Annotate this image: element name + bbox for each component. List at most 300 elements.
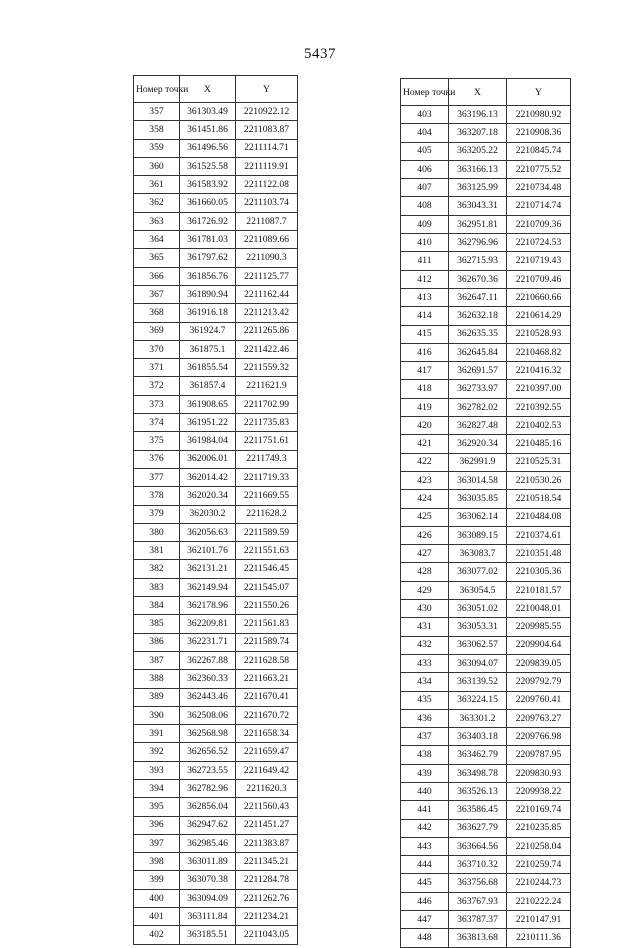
cell-y: 2211628.2: [236, 505, 298, 523]
table-row: [134, 157, 298, 175]
cell-y: 2210484.08: [507, 508, 571, 526]
header-x: X: [180, 76, 236, 103]
cell-y: 2211551.63: [236, 542, 298, 560]
cell-point-number: 375: [134, 432, 180, 450]
cell-x: 363196.13: [449, 106, 507, 124]
table-row: [134, 688, 298, 706]
cell-x: 362360.33: [180, 670, 236, 688]
cell-x: 361984.04: [180, 432, 236, 450]
cell-y: 2210980.92: [507, 106, 571, 124]
table-row: [401, 728, 571, 746]
table-row: [134, 834, 298, 852]
cell-x: 361856.76: [180, 267, 236, 285]
cell-y: 2211083.87: [236, 121, 298, 139]
cell-y: 2211265.86: [236, 322, 298, 340]
cell-y: 2210845.74: [507, 142, 571, 160]
cell-point-number: 425: [401, 508, 449, 526]
cell-x: 361908.65: [180, 395, 236, 413]
cell-point-number: 364: [134, 231, 180, 249]
cell-x: 362715.93: [449, 252, 507, 270]
cell-y: 2210660.66: [507, 288, 571, 306]
cell-y: 2211670.72: [236, 706, 298, 724]
cell-point-number: 414: [401, 307, 449, 325]
table-row: [401, 801, 571, 819]
header-y: Y: [236, 76, 298, 103]
cell-y: 2211749.3: [236, 450, 298, 468]
cell-point-number: 426: [401, 526, 449, 544]
cell-point-number: 406: [401, 160, 449, 178]
cell-x: 362991.9: [449, 453, 507, 471]
table-row: [401, 490, 571, 508]
cell-point-number: 434: [401, 673, 449, 691]
cell-point-number: 448: [401, 929, 449, 947]
cell-x: 363053.31: [449, 618, 507, 636]
cell-x: 361797.62: [180, 249, 236, 267]
cell-point-number: 392: [134, 743, 180, 761]
table-row: [134, 853, 298, 871]
cell-x: 361660.05: [180, 194, 236, 212]
cell-x: 362209.81: [180, 615, 236, 633]
table-row: [134, 779, 298, 797]
table-row: [401, 124, 571, 142]
cell-y: 2211422.46: [236, 340, 298, 358]
cell-point-number: 424: [401, 490, 449, 508]
cell-y: 2211658.34: [236, 725, 298, 743]
cell-point-number: 415: [401, 325, 449, 343]
cell-x: 363062.14: [449, 508, 507, 526]
cell-x: 361857.4: [180, 377, 236, 395]
cell-point-number: 380: [134, 523, 180, 541]
table-row: [134, 468, 298, 486]
coordinates-table-left: [133, 75, 298, 945]
cell-point-number: 369: [134, 322, 180, 340]
cell-point-number: 435: [401, 691, 449, 709]
cell-y: 2211649.42: [236, 761, 298, 779]
table-body: [401, 106, 571, 948]
cell-x: 362782.02: [449, 398, 507, 416]
cell-x: 362231.71: [180, 633, 236, 651]
cell-x: 363586.45: [449, 801, 507, 819]
cell-x: 363710.32: [449, 856, 507, 874]
cell-point-number: 423: [401, 471, 449, 489]
table-row: [134, 889, 298, 907]
cell-point-number: 361: [134, 176, 180, 194]
cell-y: 2210416.32: [507, 362, 571, 380]
cell-x: 363043.31: [449, 197, 507, 215]
cell-point-number: 373: [134, 395, 180, 413]
cell-y: 2210305.36: [507, 563, 571, 581]
table-row: [401, 362, 571, 380]
cell-x: 363083.7: [449, 545, 507, 563]
cell-x: 363094.07: [449, 654, 507, 672]
table-row: [401, 343, 571, 361]
cell-x: 363014.58: [449, 471, 507, 489]
cell-y: 2209830.93: [507, 764, 571, 782]
cell-y: 2210485.16: [507, 435, 571, 453]
header-x: X: [449, 79, 507, 106]
cell-y: 2210147.91: [507, 911, 571, 929]
cell-x: 362178.96: [180, 597, 236, 615]
cell-y: 2210181.57: [507, 581, 571, 599]
cell-point-number: 358: [134, 121, 180, 139]
cell-x: 362006.01: [180, 450, 236, 468]
cell-x: 362920.34: [449, 435, 507, 453]
cell-y: 2211546.45: [236, 560, 298, 578]
table-row: [401, 453, 571, 471]
table-row: [401, 380, 571, 398]
table-row: [401, 837, 571, 855]
table-row: [134, 670, 298, 688]
cell-x: 362796.96: [449, 234, 507, 252]
table-row: [134, 450, 298, 468]
cell-x: 361451.86: [180, 121, 236, 139]
table-row: [401, 691, 571, 709]
cell-point-number: 422: [401, 453, 449, 471]
cell-y: 2211735.83: [236, 414, 298, 432]
cell-y: 2209985.55: [507, 618, 571, 636]
cell-point-number: 409: [401, 215, 449, 233]
cell-point-number: 446: [401, 892, 449, 910]
table-row: [401, 856, 571, 874]
table-row: [401, 709, 571, 727]
cell-point-number: 365: [134, 249, 180, 267]
cell-y: 2211628.58: [236, 651, 298, 669]
table-row: [134, 816, 298, 834]
table-row: [401, 911, 571, 929]
cell-point-number: 362: [134, 194, 180, 212]
cell-y: 2211589.74: [236, 633, 298, 651]
cell-x: 363070.38: [180, 871, 236, 889]
cell-y: 2211560.43: [236, 798, 298, 816]
cell-x: 361525.58: [180, 157, 236, 175]
table-row: [401, 179, 571, 197]
cell-y: 2210397.00: [507, 380, 571, 398]
table-row: [401, 526, 571, 544]
cell-point-number: 427: [401, 545, 449, 563]
table-row: [401, 325, 571, 343]
cell-x: 362014.42: [180, 468, 236, 486]
table-row: [134, 615, 298, 633]
table-row: [134, 212, 298, 230]
cell-point-number: 374: [134, 414, 180, 432]
cell-x: 362947.62: [180, 816, 236, 834]
table-row: [401, 307, 571, 325]
cell-x: 362645.84: [449, 343, 507, 361]
cell-y: 2209760.41: [507, 691, 571, 709]
cell-x: 363125.99: [449, 179, 507, 197]
cell-x: 362131.21: [180, 560, 236, 578]
cell-y: 2209792.79: [507, 673, 571, 691]
cell-point-number: 438: [401, 746, 449, 764]
cell-y: 2211234.21: [236, 908, 298, 926]
cell-point-number: 399: [134, 871, 180, 889]
cell-point-number: 431: [401, 618, 449, 636]
cell-point-number: 403: [401, 106, 449, 124]
table-row: [401, 417, 571, 435]
cell-y: 2211620.3: [236, 779, 298, 797]
cell-x: 363756.68: [449, 874, 507, 892]
cell-y: 2210111.36: [507, 929, 571, 947]
table-row: [134, 322, 298, 340]
cell-point-number: 396: [134, 816, 180, 834]
cell-y: 2211119.91: [236, 157, 298, 175]
cell-x: 363498.78: [449, 764, 507, 782]
cell-x: 361855.54: [180, 359, 236, 377]
table-row: [401, 252, 571, 270]
cell-x: 363094.09: [180, 889, 236, 907]
cell-point-number: 377: [134, 468, 180, 486]
cell-point-number: 419: [401, 398, 449, 416]
cell-y: 2210392.55: [507, 398, 571, 416]
cell-point-number: 430: [401, 600, 449, 618]
cell-x: 363062.57: [449, 636, 507, 654]
cell-x: 362508.06: [180, 706, 236, 724]
cell-point-number: 382: [134, 560, 180, 578]
cell-point-number: 413: [401, 288, 449, 306]
cell-x: 361916.18: [180, 304, 236, 322]
cell-x: 363787.37: [449, 911, 507, 929]
cell-point-number: 357: [134, 103, 180, 121]
cell-y: 2210714.74: [507, 197, 571, 215]
cell-x: 362101.76: [180, 542, 236, 560]
cell-y: 2210719.43: [507, 252, 571, 270]
cell-x: 362030.2: [180, 505, 236, 523]
cell-x: 361726.92: [180, 212, 236, 230]
cell-x: 362632.18: [449, 307, 507, 325]
table-row: [134, 871, 298, 889]
cell-point-number: 428: [401, 563, 449, 581]
cell-x: 363767.93: [449, 892, 507, 910]
cell-x: 363462.79: [449, 746, 507, 764]
cell-y: 2209904.64: [507, 636, 571, 654]
table-row: [134, 542, 298, 560]
cell-point-number: 445: [401, 874, 449, 892]
table-row: [134, 231, 298, 249]
cell-y: 2210908.36: [507, 124, 571, 142]
cell-y: 2211125.77: [236, 267, 298, 285]
cell-y: 2210724.53: [507, 234, 571, 252]
table-row: [134, 359, 298, 377]
cell-y: 2211114.71: [236, 139, 298, 157]
cell-x: 361781.03: [180, 231, 236, 249]
table-row: [134, 743, 298, 761]
table-row: [401, 929, 571, 947]
cell-x: 362985.46: [180, 834, 236, 852]
cell-x: 361303.49: [180, 103, 236, 121]
cell-point-number: 439: [401, 764, 449, 782]
cell-y: 2209763.27: [507, 709, 571, 727]
table-row: [134, 414, 298, 432]
cell-y: 2210709.46: [507, 270, 571, 288]
table-row: [134, 706, 298, 724]
cell-point-number: 367: [134, 285, 180, 303]
cell-point-number: 390: [134, 706, 180, 724]
cell-y: 2209938.22: [507, 782, 571, 800]
cell-x: 363813.68: [449, 929, 507, 947]
cell-x: 363185.51: [180, 926, 236, 944]
cell-y: 2211087.7: [236, 212, 298, 230]
table-row: [134, 395, 298, 413]
table-row: [401, 288, 571, 306]
cell-y: 2211669.55: [236, 487, 298, 505]
cell-y: 2211162.44: [236, 285, 298, 303]
cell-y: 2210048.01: [507, 600, 571, 618]
cell-x: 363011.89: [180, 853, 236, 871]
cell-point-number: 378: [134, 487, 180, 505]
table-row: [401, 563, 571, 581]
cell-y: 2210525.31: [507, 453, 571, 471]
cell-y: 2211213.42: [236, 304, 298, 322]
table-row: [401, 197, 571, 215]
cell-y: 2210351.48: [507, 545, 571, 563]
table-row: [134, 340, 298, 358]
table-body: [134, 103, 298, 945]
table-row: [134, 304, 298, 322]
cell-y: 2210528.93: [507, 325, 571, 343]
cell-point-number: 359: [134, 139, 180, 157]
table-header-row: [134, 76, 298, 103]
table-row: [401, 545, 571, 563]
cell-y: 2210709.36: [507, 215, 571, 233]
cell-point-number: 407: [401, 179, 449, 197]
cell-x: 363526.13: [449, 782, 507, 800]
cell-x: 363205.22: [449, 142, 507, 160]
cell-y: 2210614.29: [507, 307, 571, 325]
cell-point-number: 391: [134, 725, 180, 743]
cell-y: 2209766.98: [507, 728, 571, 746]
cell-point-number: 387: [134, 651, 180, 669]
cell-x: 363166.13: [449, 160, 507, 178]
cell-y: 2211345.21: [236, 853, 298, 871]
cell-point-number: 370: [134, 340, 180, 358]
cell-x: 363403.18: [449, 728, 507, 746]
cell-x: 362856.04: [180, 798, 236, 816]
cell-x: 361924.7: [180, 322, 236, 340]
table-row: [134, 249, 298, 267]
cell-y: 2210922.12: [236, 103, 298, 121]
cell-x: 362782.96: [180, 779, 236, 797]
cell-y: 2210530.26: [507, 471, 571, 489]
table-row: [401, 106, 571, 124]
cell-point-number: 443: [401, 837, 449, 855]
cell-x: 363664.56: [449, 837, 507, 855]
table-row: [134, 597, 298, 615]
page-number: 5437: [304, 46, 336, 62]
table-row: [134, 121, 298, 139]
cell-x: 362020.34: [180, 487, 236, 505]
cell-point-number: 360: [134, 157, 180, 175]
cell-y: 2211659.47: [236, 743, 298, 761]
cell-y: 2211702.99: [236, 395, 298, 413]
cell-point-number: 397: [134, 834, 180, 852]
cell-x: 363301.2: [449, 709, 507, 727]
table-row: [134, 285, 298, 303]
table-row: [134, 560, 298, 578]
cell-y: 2211589.59: [236, 523, 298, 541]
cell-y: 2211262.76: [236, 889, 298, 907]
cell-y: 2210468.82: [507, 343, 571, 361]
table-row: [134, 176, 298, 194]
header-y: Y: [507, 79, 571, 106]
cell-point-number: 381: [134, 542, 180, 560]
cell-y: 2210374.61: [507, 526, 571, 544]
cell-y: 2210518.54: [507, 490, 571, 508]
cell-y: 2209787.95: [507, 746, 571, 764]
table-header-row: [401, 79, 571, 106]
table-row: [401, 160, 571, 178]
cell-point-number: 393: [134, 761, 180, 779]
cell-x: 362951.81: [449, 215, 507, 233]
cell-point-number: 389: [134, 688, 180, 706]
cell-x: 362827.48: [449, 417, 507, 435]
cell-point-number: 411: [401, 252, 449, 270]
cell-point-number: 383: [134, 578, 180, 596]
cell-point-number: 400: [134, 889, 180, 907]
table-row: [401, 764, 571, 782]
cell-point-number: 385: [134, 615, 180, 633]
cell-x: 362149.94: [180, 578, 236, 596]
table-row: [134, 761, 298, 779]
cell-point-number: 404: [401, 124, 449, 142]
cell-point-number: 384: [134, 597, 180, 615]
cell-y: 2211561.83: [236, 615, 298, 633]
cell-y: 2211383.87: [236, 834, 298, 852]
cell-y: 2211559.32: [236, 359, 298, 377]
table-row: [134, 523, 298, 541]
cell-y: 2210235.85: [507, 819, 571, 837]
cell-point-number: 444: [401, 856, 449, 874]
cell-y: 2210222.24: [507, 892, 571, 910]
table-row: [134, 633, 298, 651]
cell-y: 2211089.66: [236, 231, 298, 249]
table-row: [134, 651, 298, 669]
table-row: [401, 673, 571, 691]
cell-x: 361496.56: [180, 139, 236, 157]
table-row: [401, 435, 571, 453]
cell-point-number: 402: [134, 926, 180, 944]
cell-x: 363054.5: [449, 581, 507, 599]
cell-point-number: 421: [401, 435, 449, 453]
table-row: [401, 618, 571, 636]
cell-point-number: 395: [134, 798, 180, 816]
cell-y: 2211751.61: [236, 432, 298, 450]
cell-x: 362568.98: [180, 725, 236, 743]
cell-y: 2209839.05: [507, 654, 571, 672]
cell-x: 362635.35: [449, 325, 507, 343]
cell-point-number: 440: [401, 782, 449, 800]
cell-y: 2210169.74: [507, 801, 571, 819]
cell-y: 2211451.27: [236, 816, 298, 834]
table-row: [134, 432, 298, 450]
cell-point-number: 372: [134, 377, 180, 395]
cell-x: 362267.88: [180, 651, 236, 669]
cell-y: 2210402.53: [507, 417, 571, 435]
table-row: [134, 267, 298, 285]
cell-x: 361951.22: [180, 414, 236, 432]
cell-point-number: 376: [134, 450, 180, 468]
cell-y: 2211284.78: [236, 871, 298, 889]
table-row: [401, 746, 571, 764]
table-row: [134, 578, 298, 596]
table-row: [134, 505, 298, 523]
table-row: [401, 600, 571, 618]
table-row: [401, 874, 571, 892]
table-row: [401, 471, 571, 489]
cell-point-number: 433: [401, 654, 449, 672]
cell-y: 2210259.74: [507, 856, 571, 874]
cell-x: 362443.46: [180, 688, 236, 706]
cell-x: 363051.02: [449, 600, 507, 618]
